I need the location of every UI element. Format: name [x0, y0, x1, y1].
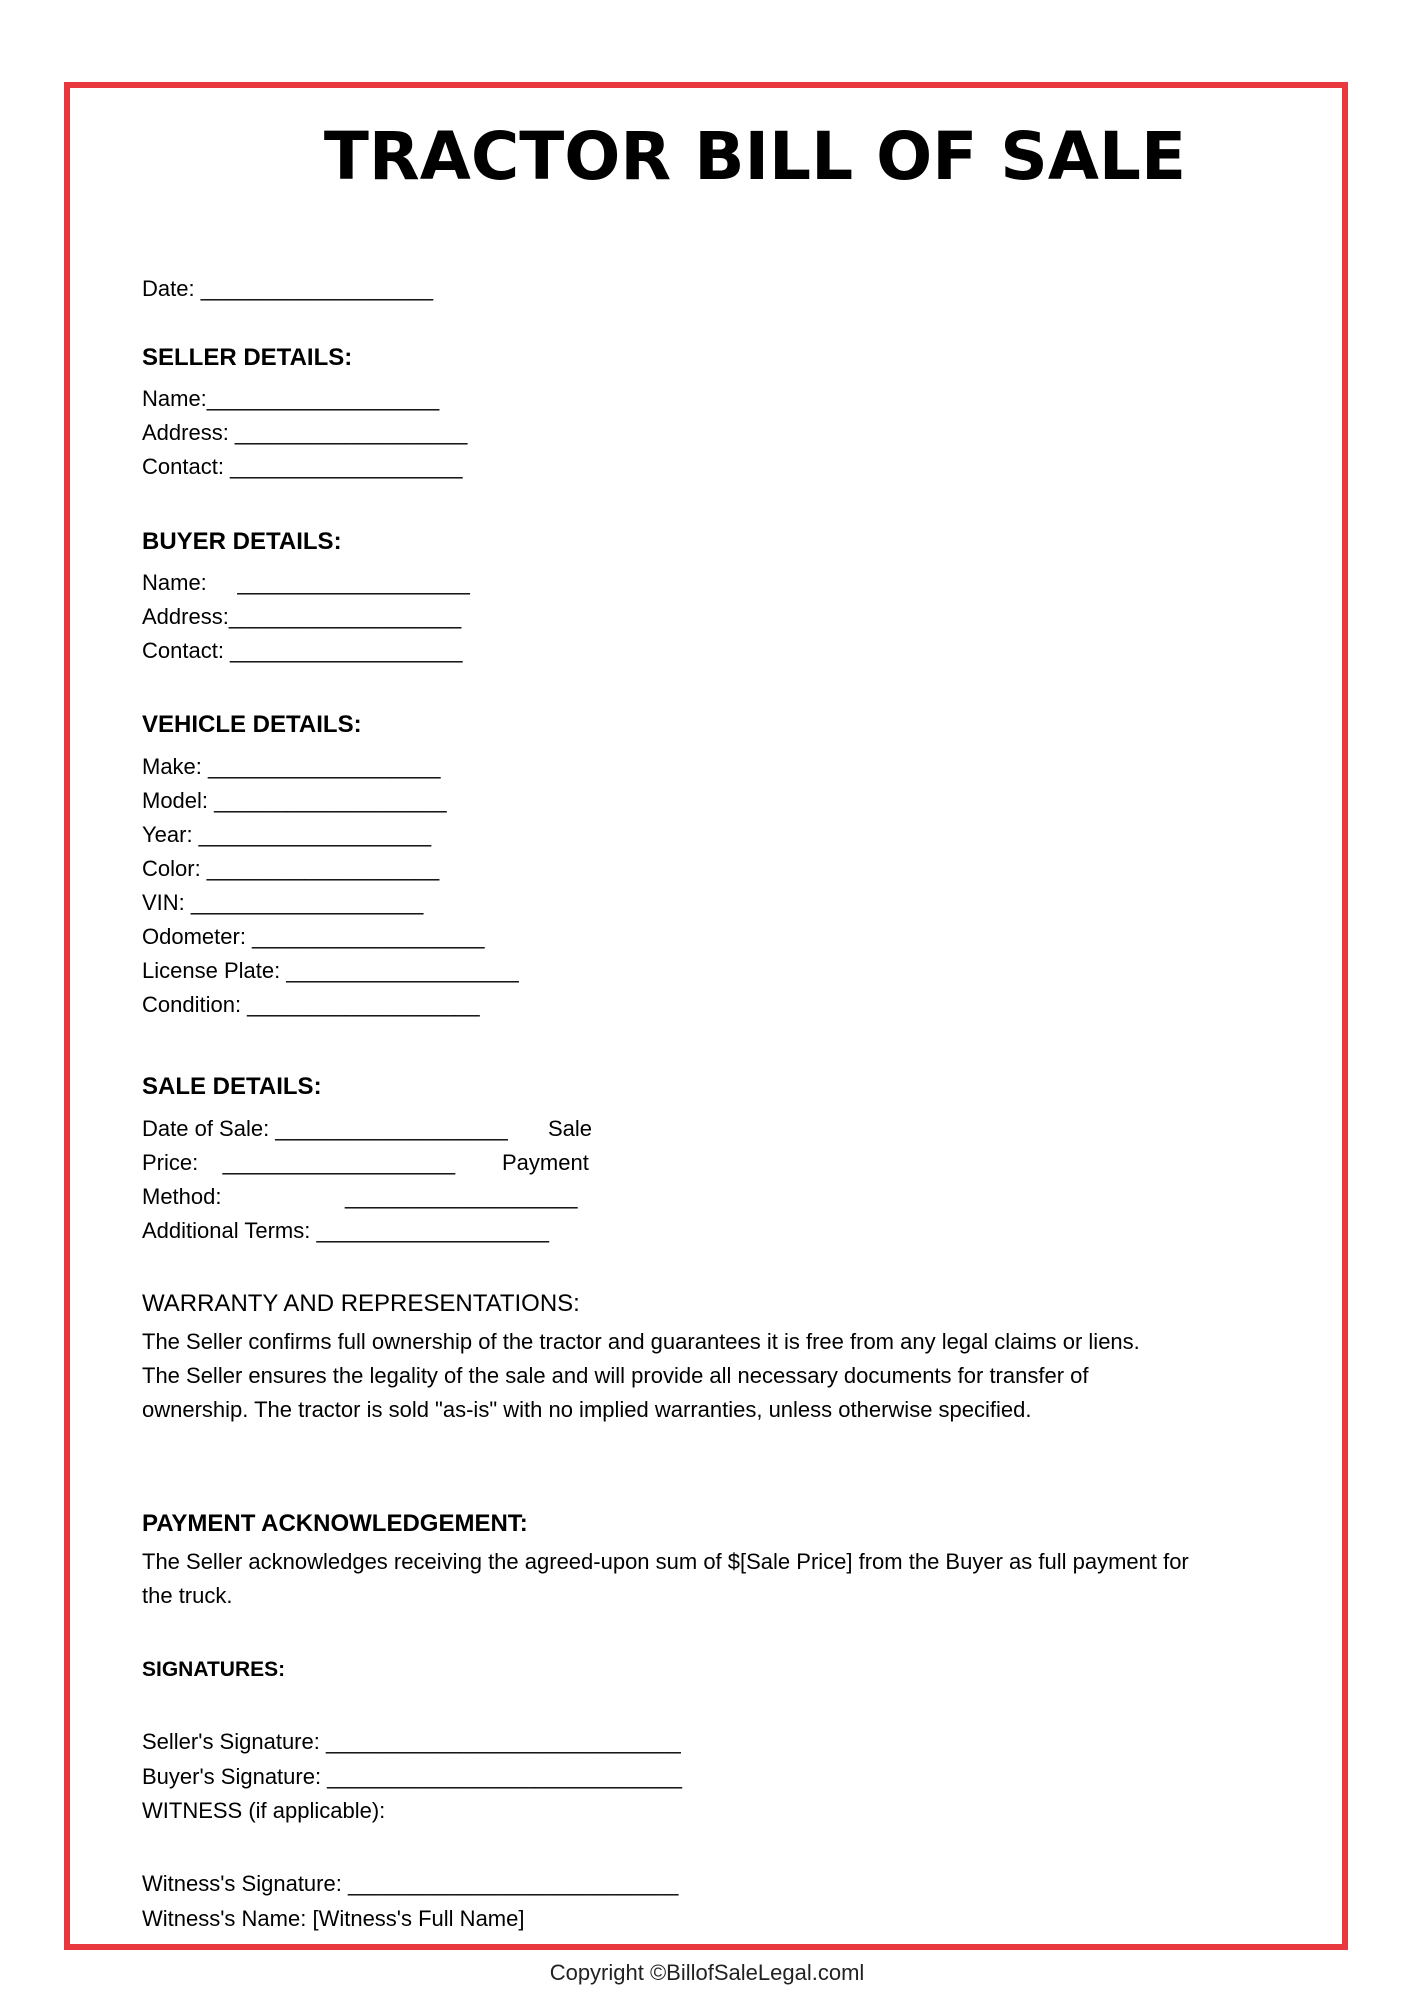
sale-date-field: Date of Sale: ___________________	[142, 1116, 508, 1141]
date-field: Date: ___________________	[142, 276, 434, 301]
payment-paragraph	[142, 1545, 1292, 1613]
warranty-heading: WARRANTY AND REPRESENTATIONS:	[142, 1290, 580, 1317]
payment-method-label: Method:	[142, 1184, 222, 1209]
seller-signature-field: Seller's Signature: _____________________________	[142, 1729, 681, 1754]
document-title: TRACTOR BILL OF SALE	[323, 118, 1187, 195]
copyright-footer: Copyright ©BillofSaleLegal.coml	[549, 1960, 865, 1985]
warranty-line-1: The Seller confirms full ownership of the tractor and guarantees it is free from any legal claims or liens.	[142, 1329, 1140, 1354]
seller-address-field: Address: ___________________	[142, 420, 468, 445]
warranty-paragraph	[142, 1325, 1292, 1427]
sale-details-heading: SALE DETAILS:	[142, 1073, 322, 1100]
vehicle-vin-field: VIN: ___________________	[142, 890, 424, 915]
vehicle-year-field: Year: ___________________	[142, 822, 432, 847]
payment-word: Payment	[502, 1150, 589, 1175]
payment-line-1: The Seller acknowledges receiving the agreed-upon sum of $[Sale Price] from the Buyer as full payment for	[142, 1549, 1189, 1574]
seller-details-heading: SELLER DETAILS:	[142, 344, 353, 371]
buyer-signature-field: Buyer's Signature: _____________________________	[142, 1764, 683, 1789]
additional-terms-field: Additional Terms: ___________________	[142, 1218, 549, 1243]
buyer-details-heading: BUYER DETAILS:	[142, 528, 342, 555]
vehicle-details-heading: VEHICLE DETAILS:	[142, 711, 362, 738]
warranty-line-2: The Seller ensures the legality of the sale and will provide all necessary documents for transfer of	[142, 1363, 1089, 1388]
warranty-line-3: ownership. The tractor is sold "as-is" with no implied warranties, unless otherwise specified.	[142, 1397, 1032, 1422]
signatures-heading: SIGNATURES:	[142, 1658, 286, 1681]
seller-contact-field: Contact: ___________________	[142, 454, 463, 479]
vehicle-condition-field: Condition: ___________________	[142, 992, 480, 1017]
witness-name-field: Witness's Name: [Witness's Full Name]	[142, 1906, 525, 1931]
vehicle-color-field: Color: ___________________	[142, 856, 440, 881]
sale-price-field: Price: ___________________	[142, 1150, 456, 1175]
witness-signature-field: Witness's Signature: ___________________________	[142, 1871, 679, 1896]
vehicle-model-field: Model: ___________________	[142, 788, 447, 813]
payment-method-blank: ___________________	[345, 1184, 578, 1209]
vehicle-odometer-field: Odometer: ___________________	[142, 924, 485, 949]
payment-line-2: the truck.	[142, 1583, 233, 1608]
buyer-name-field: Name: ___________________	[142, 570, 470, 595]
seller-name-field: Name:___________________	[142, 386, 440, 411]
buyer-contact-field: Contact: ___________________	[142, 638, 463, 663]
payment-acknowledgement-heading: PAYMENT ACKNOWLEDGEMENT:	[142, 1510, 528, 1537]
sale-word: Sale	[548, 1116, 593, 1141]
witness-note: WITNESS (if applicable):	[142, 1798, 386, 1823]
vehicle-license-plate-field: License Plate: ___________________	[142, 958, 519, 983]
vehicle-make-field: Make: ___________________	[142, 754, 441, 779]
buyer-address-field: Address:___________________	[142, 604, 462, 629]
